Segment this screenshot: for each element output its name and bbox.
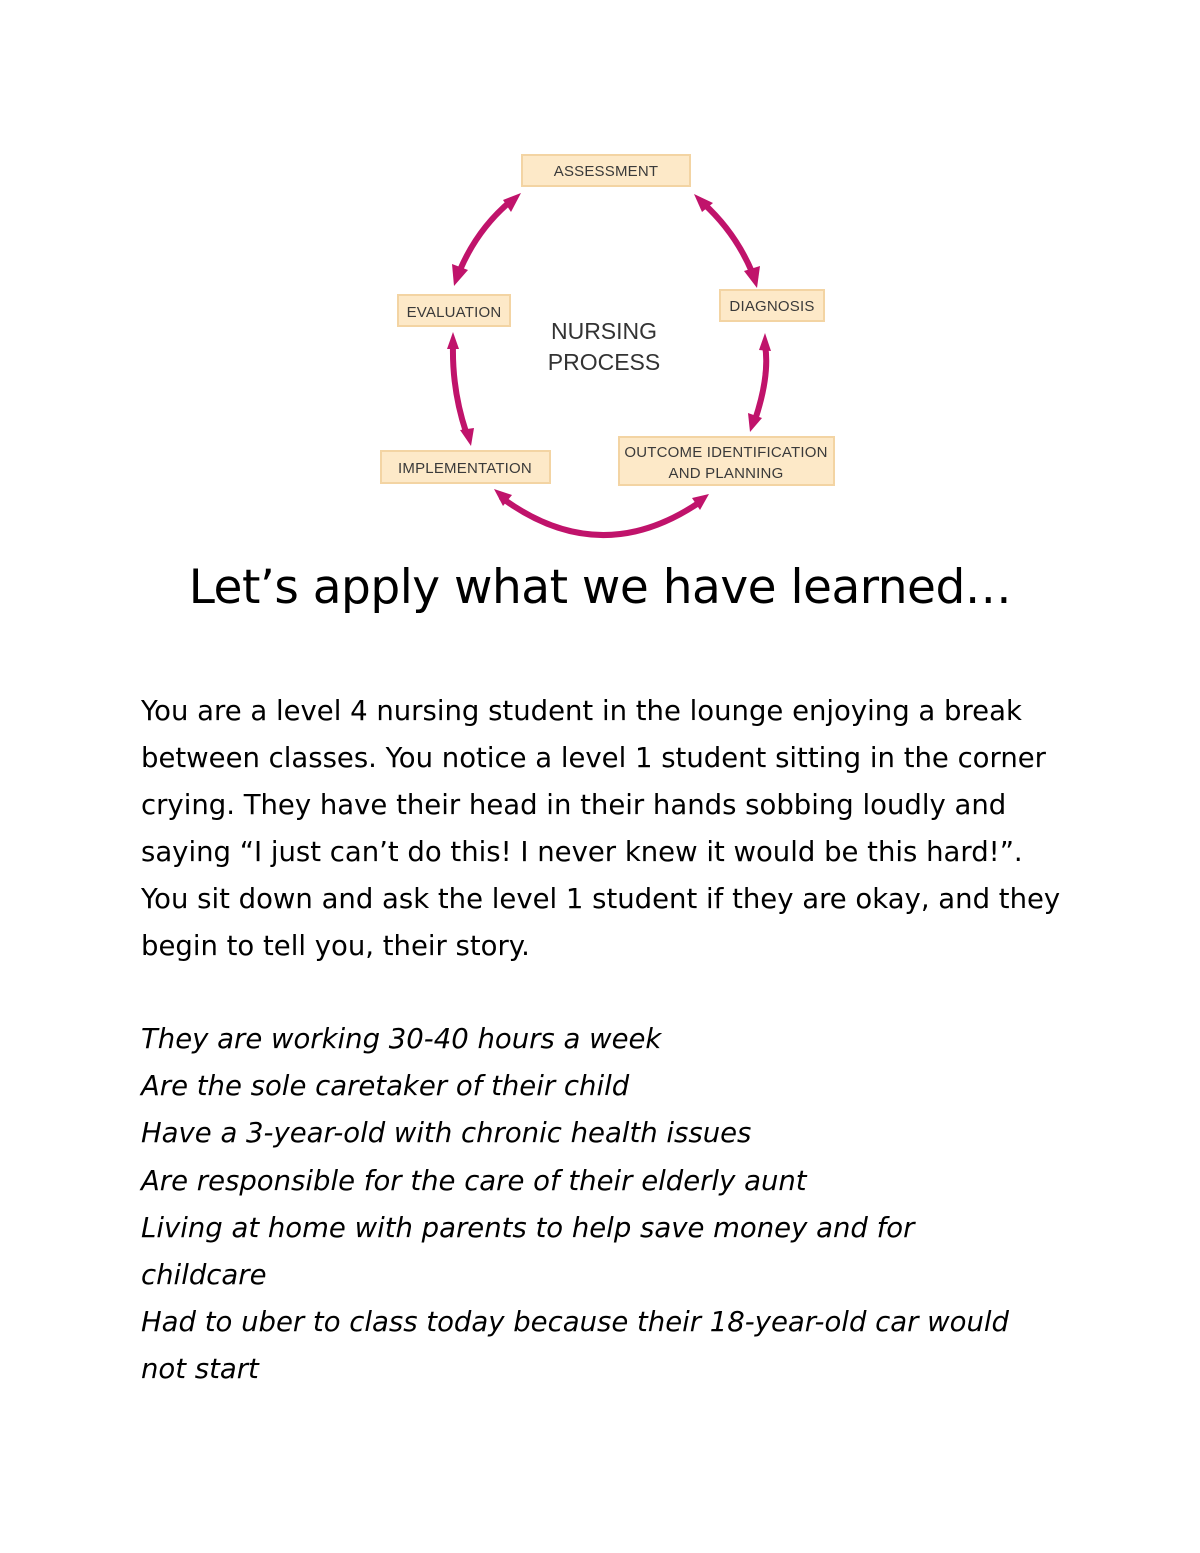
arrow-assessment-diagnosis xyxy=(703,203,752,272)
step-assessment xyxy=(522,155,690,186)
step-evaluation-label: EVALUATION xyxy=(406,304,502,321)
arrowhead-evaluation-bottom xyxy=(447,332,459,349)
step-implementation-label: IMPLEMENTATION xyxy=(398,460,532,477)
nursing-process-diagram xyxy=(0,0,1200,560)
arrowhead-diagnosis xyxy=(744,266,760,288)
step-diagnosis-label: DIAGNOSIS xyxy=(729,298,815,315)
list-item: Are the sole caretaker of their child xyxy=(141,1070,630,1103)
list-item: Have a 3-year-old with chronic health issues xyxy=(141,1117,752,1150)
step-outcome-planning xyxy=(619,437,834,485)
step-evaluation xyxy=(398,295,510,326)
arrow-diagnosis-outcome xyxy=(755,345,766,420)
list-item: They are working 30-40 hours a week xyxy=(141,1023,662,1055)
diagram-center-title-line1: NURSING xyxy=(550,318,658,344)
step-diagnosis xyxy=(720,290,824,321)
arrowhead-outcome xyxy=(748,413,762,432)
list-item: Are responsible for the care of their elderly aunt xyxy=(141,1164,807,1197)
diagram-center-title-line2: PROCESS xyxy=(547,349,661,375)
arrow-implementation-outcome xyxy=(502,498,700,535)
scenario-paragraph: You are a level 4 nursing student in the lounge enjoying a break between classes. You notice a level 1 student sitting in the corner crying. They have their head in their hands sobbing loudly and saying “I just can’t do this! I never knew it would be this hard!”. You sit down and ask the level 1 student if they are okay, and they begin to tell you, their story. xyxy=(141,695,1061,962)
arrowhead-evaluation-end xyxy=(452,264,468,286)
arrow-assessment-evaluation xyxy=(460,200,512,270)
step-outcome-label-line2: AND PLANNING xyxy=(668,465,784,482)
step-assessment-label: ASSESSMENT xyxy=(553,163,659,180)
list-item: Living at home with parents to help save money and for childcare xyxy=(141,1211,915,1292)
step-outcome-label-line1: OUTCOME IDENTIFICATION xyxy=(624,444,828,461)
list-item: Had to uber to class today because their 18-year-old car would not start xyxy=(141,1306,1010,1386)
arrow-evaluation-implementation xyxy=(453,345,466,432)
step-implementation xyxy=(381,451,550,483)
arrowhead-diagnosis-top xyxy=(759,333,771,351)
arrowhead-implementation-top xyxy=(460,428,474,446)
page-heading: Let’s apply what we have learned… xyxy=(188,560,1012,615)
student-situation-list xyxy=(141,1016,1041,1394)
